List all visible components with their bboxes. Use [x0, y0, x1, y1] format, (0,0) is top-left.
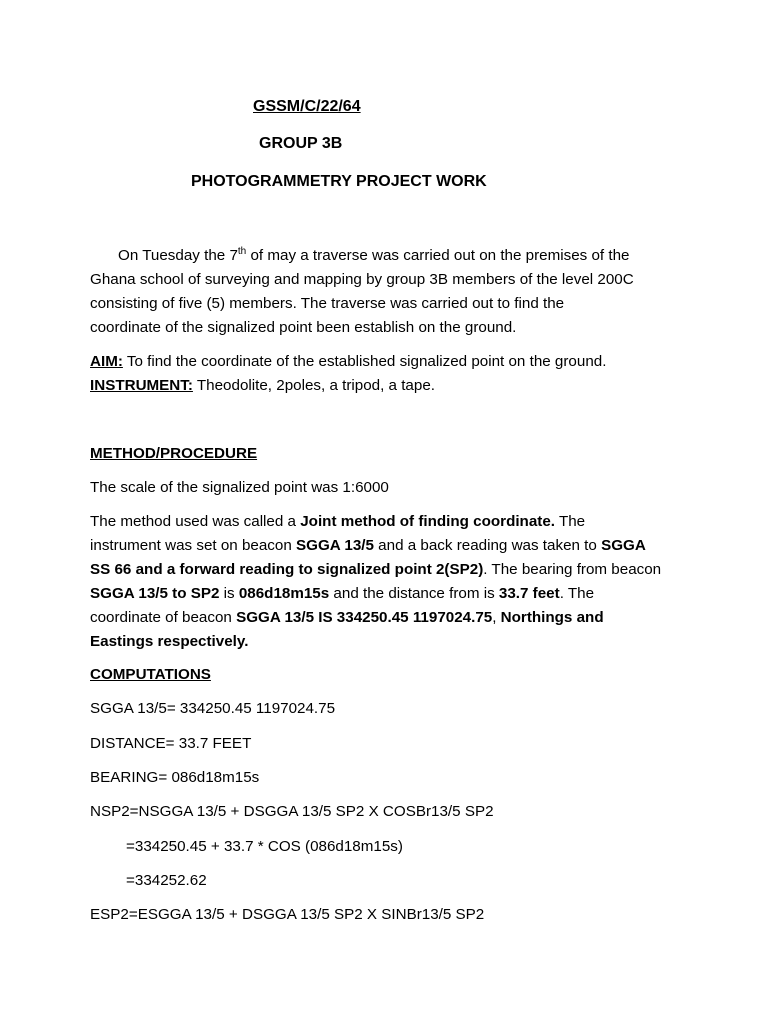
- intro-line-1: On Tuesday the 7th of may a traverse was carried out on the premises of the: [118, 245, 630, 264]
- intro-line-3: consisting of five (5) members. The traverse was carried out to find the: [90, 295, 565, 312]
- method-line-5: coordinate of beacon SGGA 13/5 IS 334250.45 1197024.75, Northings and: [90, 609, 604, 626]
- aim-line: AIM: To find the coordinate of the established signalized point on the ground.: [90, 353, 607, 370]
- computation-line-2: DISTANCE= 33.7 FEET: [90, 735, 252, 752]
- method-line-1: The method used was called a Joint method of finding coordinate. The: [90, 513, 586, 530]
- method-line-4: SGGA 13/5 to SP2 is 086d18m15s and the distance from is 33.7 feet. The: [90, 585, 595, 602]
- intro-line-2: Ghana school of surveying and mapping by group 3B members of the level 200C: [90, 271, 634, 288]
- computations-heading: COMPUTATIONS: [90, 666, 211, 683]
- aim-label: AIM:: [90, 353, 123, 370]
- computation-line-7: ESP2=ESGGA 13/5 + DSGGA 13/5 SP2 X SINBr13/5 SP2: [90, 906, 485, 923]
- computation-line-3: BEARING= 086d18m15s: [90, 769, 260, 786]
- instrument-label: INSTRUMENT:: [90, 377, 193, 394]
- document-title: PHOTOGRAMMETRY PROJECT WORK: [191, 173, 487, 190]
- group-title: GROUP 3B: [259, 135, 343, 152]
- method-heading: METHOD/PROCEDURE: [90, 445, 258, 462]
- method-line-6: Eastings respectively.: [90, 633, 249, 650]
- intro-line-4: coordinate of the signalized point been establish on the ground.: [90, 319, 517, 336]
- method-line-3: SS 66 and a forward reading to signalized point 2(SP2). The bearing from beacon: [90, 561, 662, 578]
- scale-line: The scale of the signalized point was 1:6000: [90, 479, 389, 496]
- instrument-line: INSTRUMENT: Theodolite, 2poles, a tripod, a tape.: [90, 377, 435, 394]
- method-line-2: instrument was set on beacon SGGA 13/5 and a back reading was taken to SGGA: [90, 537, 646, 554]
- computation-line-5: =334250.45 + 33.7 * COS (086d18m15s): [126, 838, 403, 855]
- computation-line-4: NSP2=NSGGA 13/5 + DSGGA 13/5 SP2 X COSBr13/5 SP2: [90, 803, 494, 820]
- computation-line-1: SGGA 13/5= 334250.45 1197024.75: [90, 700, 336, 717]
- document-code: GSSM/C/22/64: [253, 98, 361, 115]
- computation-line-6: =334252.62: [126, 872, 207, 889]
